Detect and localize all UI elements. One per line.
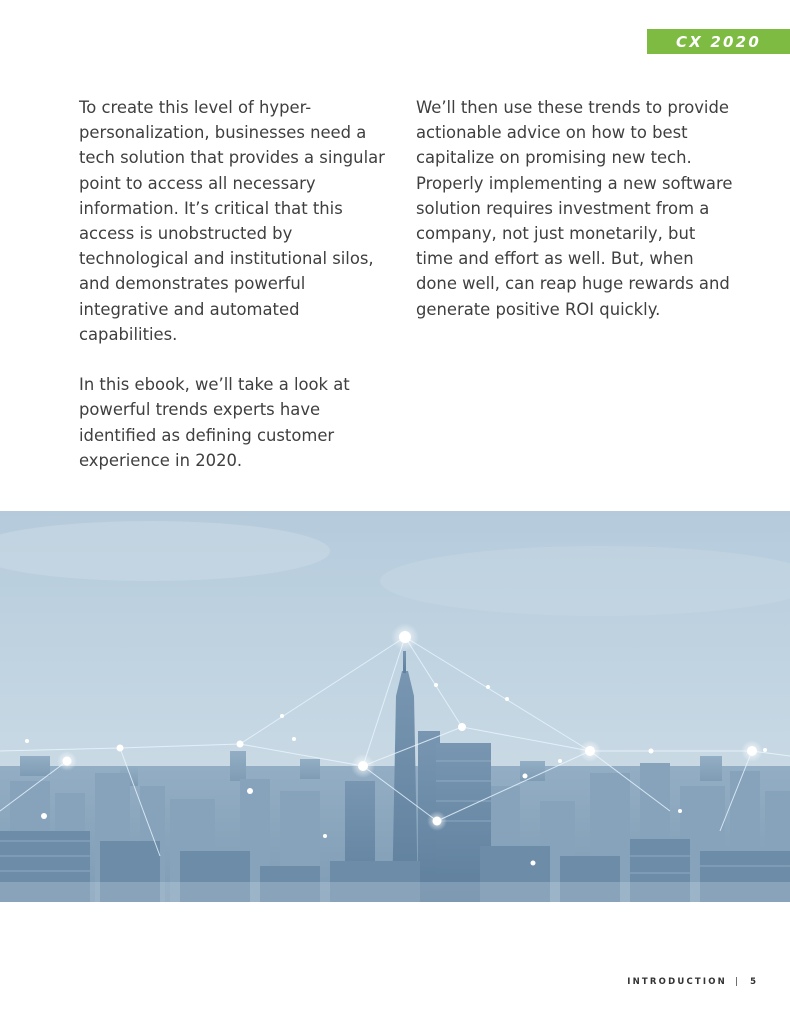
left-paragraph-2: In this ebook, we’ll take a look at powerful trends experts have identified as defining customer experience in 2020.: [79, 375, 350, 470]
right-paragraph-1: We’ll then use these trends to provide actionable advice on how to best capitalize on promising new tech. Properly implementing a new software solution requires investment from a company, not just monetarily, but time and effort as well. But, when done well, can reap huge rewards and generate positive ROI quickly.: [416, 98, 733, 319]
left-column: [79, 95, 397, 473]
footer-section-label: INTRODUCTION: [627, 977, 727, 987]
page-number: 5: [750, 977, 756, 987]
footer: [627, 977, 756, 987]
city-network-image: [0, 511, 790, 902]
left-paragraph-1: To create this level of hyper-personalization, businesses need a tech solution that provides a singular point to access all necessary information. It’s critical that this access is unobstructed by technological and institutional silos, and demonstrates powerful integrative and automated capabilities.: [79, 98, 385, 344]
header-badge-text: CX 2020: [676, 32, 761, 51]
footer-separator: |: [735, 977, 741, 987]
right-column: [416, 95, 734, 322]
header-badge: [647, 29, 790, 54]
